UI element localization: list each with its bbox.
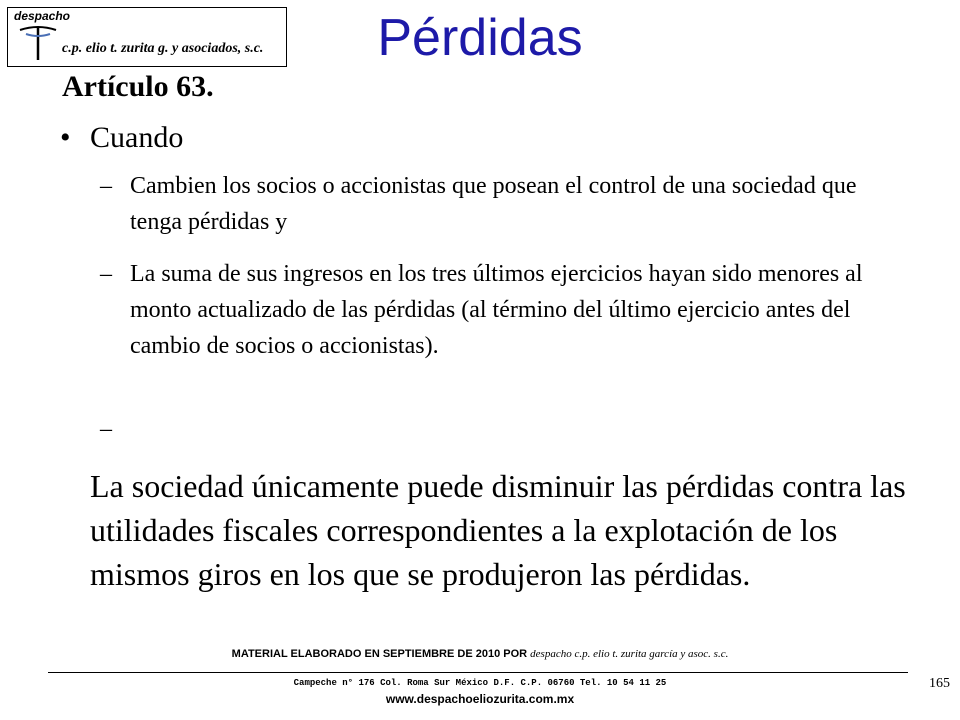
- page-number: 165: [929, 676, 950, 691]
- footer-material-text: MATERIAL ELABORADO EN SEPTIEMBRE DE 2010 POR: [231, 648, 528, 660]
- logo-subtitle: c.p. elio t. zurita g. y asociados, s.c.: [62, 41, 264, 56]
- sub-item: [100, 168, 900, 240]
- bullet-item: [60, 121, 183, 155]
- footer-divider: [48, 672, 908, 673]
- article-heading: Artículo 63.: [62, 70, 214, 103]
- sub-item-dash: –: [100, 416, 112, 442]
- body-paragraph: La sociedad únicamente puede disminuir las pérdidas contra las utilidades fiscales correspondientes a la explotación de los mismos giros en los que se produjeron las pérdidas.: [90, 468, 906, 592]
- bullet-text: Cuando: [90, 121, 184, 154]
- slide-title: Pérdidas: [377, 9, 583, 67]
- sub-item-dash: –: [100, 261, 112, 287]
- footer-website-link[interactable]: www.despachoeliozurita.com.mx: [385, 692, 575, 706]
- bullet-dot: •: [60, 121, 71, 154]
- logo-name: despacho: [14, 9, 71, 23]
- footer-credit: [0, 648, 960, 660]
- sub-item-dash: –: [100, 173, 112, 199]
- footer-address: Campeche n° 176 Col. Roma Sur México D.F. C.P. 06760 Tel. 10 54 11 25: [293, 678, 667, 688]
- sub-item-text: Cambien los socios o accionistas que posean el control de una sociedad que tenga pérdidas y: [130, 173, 857, 235]
- sub-item-text: La suma de sus ingresos en los tres últimos ejercicios hayan sido menores al monto actualizado de las pérdidas (al término del último ejercicio antes del cambio de socios o accionistas).: [130, 261, 863, 359]
- footer-material-author: despacho c.p. elio t. zurita garcía y asoc. s.c.: [530, 648, 729, 660]
- sub-item: [100, 256, 900, 364]
